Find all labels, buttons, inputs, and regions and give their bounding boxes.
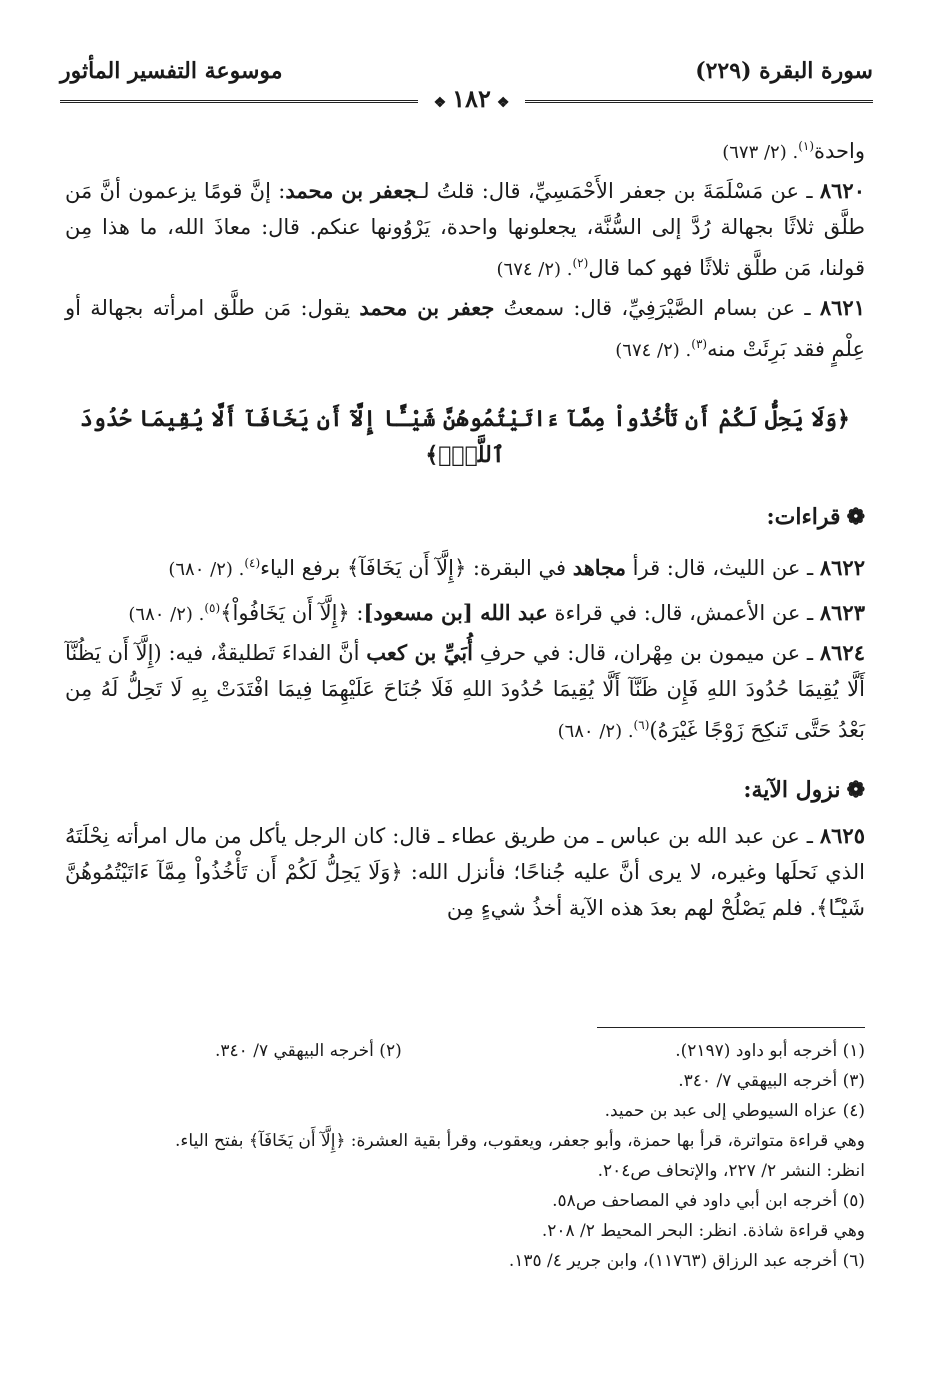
ornament-icon: ❖	[433, 95, 447, 111]
footnote-marker: (٢)	[572, 256, 589, 270]
section-heading-qiraat: ❁قراءات:	[766, 504, 865, 530]
hadith-8623: ٨٦٢٣ ـ عن الأعمش، قال: في قراءة عبد الله [بن مسعود]: ﴿إِلَّآ أَن يَخَافُواْ﴾$^{(٥)}$. (٢/ ٦٨٠)	[128, 600, 865, 625]
footnote-marker: (٦)	[633, 718, 650, 732]
hadith-number: ٨٦٢٣	[819, 600, 865, 625]
footnote-3: (٣) أخرجه البيهقي ٧/ ٣٤٠.	[678, 1071, 865, 1091]
footnote-4-note: وهي قراءة متواترة، قرأ بها حمزة، وأبو جعفر، ويعقوب، وقرأ بقية العشرة: ﴿إِلَّآ أَن يَخَافَآ﴾ بفتح الياء.	[175, 1131, 865, 1151]
hadith-8620: ٨٦٢٠ ـ عن مَسْلَمَةَ بن جعفر الأَحْمَسِيِّ، قال: قلتُ لـجعفر بن محمد: إنَّ قومًا يزعمون أنَّ مَن طلَّق ثلاثًا بجهالة رُدَّ إلى السُّنَّة، يجعلونها واحدة، يَرْوُونها عنكم. قال: معاذَ الله، ما هذا مِن قولنا، مَن طلَّق ثلاثًا فهو كما قال$^{(٢)}$. (٢/ ٦٧٤)	[65, 178, 865, 280]
footnote-4-ref: انظر: النشر ٢/ ٢٢٧، والإتحاف ص٢٠٤.	[597, 1161, 865, 1181]
footnote-marker: (١)	[798, 139, 815, 153]
ornament-icon: ❖	[496, 95, 510, 111]
book-title: موسوعة التفسير المأثور	[60, 58, 283, 84]
hadith-number: ٨٦٢٢	[819, 555, 865, 580]
hadith-number: ٨٦٢٤	[819, 640, 865, 665]
hadith-number: ٨٦٢٥	[819, 823, 865, 848]
footnote-1: (١) أخرجه أبو داود (٢١٩٧).	[675, 1041, 865, 1061]
quran-verse: ﴿وَلَا يَحِلُّ لَكُمْ أَن تَأْخُذُواْ مِمَّآ ءَاتَيْتُمُوهُنَّ شَيْـًٔا إِلَّآ أَن يَخَافَآ أَلَّا يُقِيمَا حُدُودَ ٱللَّهِۖ﴾	[80, 406, 850, 468]
volume-ref: . (٢/ ٦٨٠)	[168, 559, 245, 580]
footnote-marker: (٥)	[204, 601, 221, 615]
paragraph-continuation: واحدة$^{(١)}$. (٢/ ٦٧٣)	[722, 139, 865, 163]
footnote-5-note: وهي قراءة شاذة. انظر: البحر المحيط ٢/ ٢٠٨.	[541, 1221, 865, 1241]
hadith-8622: ٨٦٢٢ ـ عن الليث، قال: قرأ مجاهد في البقرة: ﴿إِلَّآ أَن يَخَافَآ﴾ برفع الياء$^{(٤)}$. (٢/ ٦٨٠)	[168, 555, 865, 580]
footnote-2: (٢) أخرجه البيهقي ٧/ ٣٤٠.	[215, 1041, 402, 1061]
volume-ref: . (٢/ ٦٨٠)	[557, 721, 634, 742]
footnote-6: (٦) أخرجه عبد الرزاق (١١٧٦٣)، وابن جرير ٤/ ١٣٥.	[508, 1251, 865, 1271]
flower-ornament-icon: ❁	[846, 504, 865, 530]
hadith-8624: ٨٦٢٤ ـ عن ميمون بن مِهْران، قال: في حرفِ أُبَيِّ بن كعب أنَّ الفداءَ تَطليقةٌ، فيه: (إِلَّآ أَن يَظُنَّآ أَلَّا يُقِيمَا حُدُودَ اللهِ فَإِن ظَنَّآ أَلَّا يُقِيمَا حُدُودَ اللهِ فَلَا جُنَاحَ عَلَيْهِمَا فِيمَا افْتَدَتْ بِهِ لَا تَحِلُّ لَهُ مِن بَعْدُ حَتَّى تَنكِحَ زَوْجًا غَيْرَهُ)$^{(٦)}$. (٢/ ٦٨٠)	[65, 640, 865, 742]
hadith-8621: ٨٦٢١ ـ عن بسام الصَّيْرَفِيِّ، قال: سمعتُ جعفر بن محمد يقول: مَن طلَّق امرأته بجهالة أو عِلْمٍ فقد بَرِئَتْ منه$^{(٣)}$. (٢/ ٦٧٤)	[65, 295, 865, 361]
footnotes	[65, 1036, 865, 1276]
hadith-number: ٨٦٢١	[819, 295, 865, 320]
volume-ref: . (٢/ ٦٧٤)	[615, 340, 692, 361]
footnote-marker: (٣)	[691, 337, 708, 351]
footnote-4: (٤) عزاه السيوطي إلى عبد بن حميد.	[604, 1101, 865, 1121]
volume-ref: . (٢/ ٦٧٤)	[496, 259, 573, 280]
volume-ref: . (٢/ ٦٨٠)	[128, 604, 205, 625]
narrator-name: أُبَيِّ بن كعب	[366, 640, 473, 665]
narrator-name: عبد الله [بن مسعود]	[363, 600, 548, 625]
page-number: ١٨٢	[452, 84, 491, 113]
page-number-box	[418, 84, 526, 113]
footnote-separator	[597, 1027, 865, 1028]
narrator-name: جعفر بن محمد	[285, 178, 417, 203]
volume-ref: . (٢/ ٦٧٣)	[722, 142, 799, 163]
footnote-5: (٥) أخرجه ابن أبي داود في المصاحف ص٥٨.	[552, 1191, 865, 1211]
flower-ornament-icon: ❁	[846, 777, 865, 803]
section-heading-nuzul: ❁نزول الآية:	[743, 777, 865, 803]
narrator-name: جعفر بن محمد	[359, 295, 495, 320]
hadith-8625: ٨٦٢٥ ـ عن عبد الله بن عباس ـ من طريق عطاء ـ قال: كان الرجل يأكل من مال امرأته نِحْلَتَهُ الذي نَحلَها وغيره، لا يرى أنَّ عليه جُناحًا؛ فأنزل الله: ﴿وَلَا يَحِلُّ لَكُمْ أَن تَأْخُذُواْ مِمَّآ ءَاتَيْتُمُوهُنَّ شَيْـًٔا﴾. فلم يَصْلُحْ لهم بعدَ هذه الآية أخذُ شيءٍ مِن	[65, 823, 865, 920]
hadith-number: ٨٦٢٠	[819, 178, 865, 203]
narrator-name: مجاهد	[572, 555, 626, 580]
footnote-marker: (٤)	[244, 556, 261, 570]
main-text	[65, 128, 865, 928]
surah-title: سورة البقرة (٢٢٩)	[695, 58, 873, 84]
